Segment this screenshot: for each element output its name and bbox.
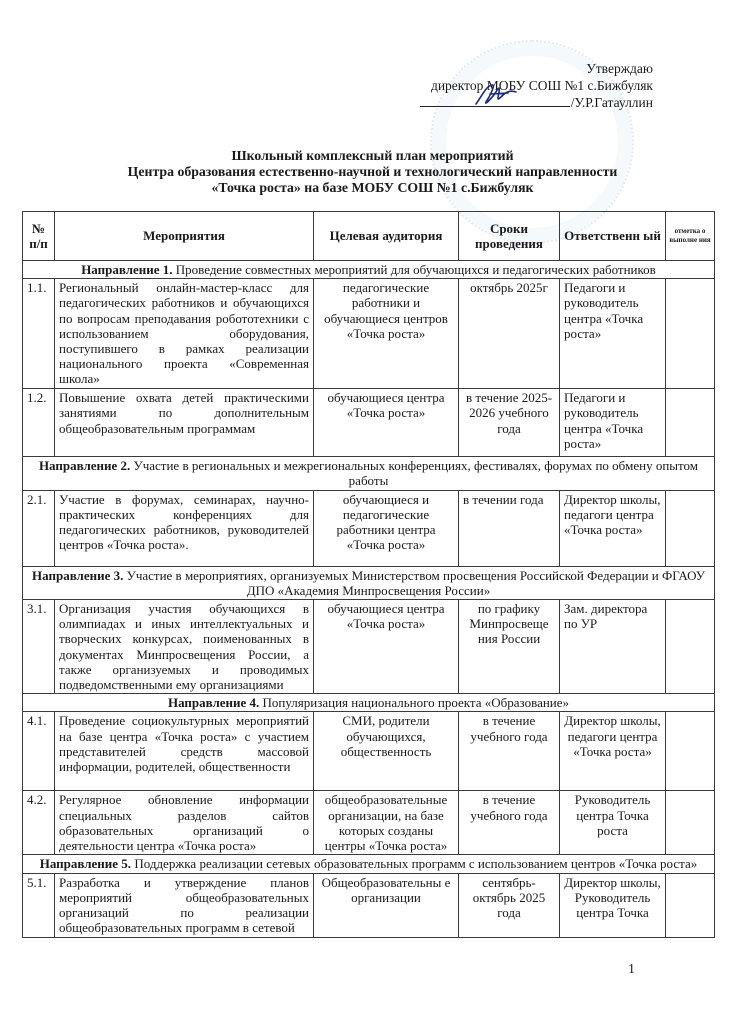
row-audience: педагогические работники и обучающиеся центров «Точка роста»: [314, 279, 459, 389]
approval-heading: Утверждаю: [586, 61, 653, 76]
direction-row: [23, 855, 715, 873]
row-dates: по графику Минпросвеще ния России: [459, 600, 560, 694]
approval-signature-line: [420, 94, 653, 111]
direction-text: Участие в мероприятиях, организуемых Министерством просвещения Российской Федерации и ФГАОУ ДПО «Академия Минпросвещения России»: [123, 567, 705, 598]
row-dates: в течение 2025-2026 учебного года: [459, 389, 560, 457]
table-row: [23, 712, 715, 791]
direction-text: Проведение совместных мероприятий для обучающихся и педагогических работников: [172, 262, 656, 277]
row-dates: сентябрь-октябрь 2025 года: [459, 873, 560, 937]
row-activity: Повышение охвата детей практическими занятиями по дополнительным общеобразовательным программам: [55, 389, 314, 457]
header-completion-mark: отметка о выполне ния: [666, 212, 715, 261]
header-activity: Мероприятия: [55, 212, 314, 261]
table-row: [23, 600, 715, 694]
table-row: [23, 490, 715, 566]
header-num: № п/п: [23, 212, 55, 261]
row-mark: [666, 873, 715, 937]
row-responsible: Педагоги и руководитель центра «Точка роста»: [560, 279, 666, 389]
direction-label: Направление 1.: [81, 262, 173, 277]
row-activity: Участие в форумах, семинарах, научно-практических конференциях для педагогических работников, руководителей центров «Точка роста».: [55, 490, 314, 566]
row-audience: СМИ, родители обучающихся, общественность: [314, 712, 459, 791]
row-activity: Проведение социокультурных мероприятий на базе центра «Точка роста» с участием представителей средств массовой информации, родителей, общественности: [55, 712, 314, 791]
events-plan-table: [22, 211, 715, 938]
approval-position: директор МОБУ СОШ №1 с.Бижбуляк: [430, 78, 653, 93]
table-header-row: [23, 212, 715, 261]
row-dates: в течении года: [459, 490, 560, 566]
row-audience: Общеобразовательны е организации: [314, 873, 459, 937]
row-dates: в течение учебного года: [459, 712, 560, 791]
row-dates: октябрь 2025г: [459, 279, 560, 389]
title-line-3: «Точка роста» на базе МОБУ СОШ №1 с.Бижбуляк: [211, 180, 534, 195]
row-responsible: Зам. директора по УР: [560, 600, 666, 694]
table-row: [23, 389, 715, 457]
header-dates: Сроки проведения: [459, 212, 560, 261]
direction-row: [23, 566, 715, 599]
direction-row: [23, 457, 715, 490]
row-mark: [666, 712, 715, 791]
title-line-2: Центра образования естественно-научной и технологический направленности: [127, 164, 618, 179]
approver-name: /У.Р.Гатауллин: [570, 95, 653, 110]
row-mark: [666, 389, 715, 457]
row-activity: Регулярное обновление информации специальных разделов сайтов образовательных организаций о деятельности центра «Точка роста»: [55, 791, 314, 855]
row-num: 2.1.: [23, 490, 55, 566]
row-activity: Региональный онлайн-мастер-класс для педагогических работников и обучающихся по вопросам преподавания робототехники с использованием оборудования, поступившего в рамках реализации национального проекта «Современная школа»: [55, 279, 314, 389]
direction-label: Направление 5.: [39, 856, 132, 872]
signature-underline: [420, 94, 570, 107]
row-mark: [666, 791, 715, 855]
row-num: 1.2.: [23, 389, 55, 457]
approval-block: [420, 60, 653, 111]
table-row: [23, 873, 715, 937]
direction-label: Направление 4.: [167, 695, 260, 711]
row-responsible: Директор школы, педагоги центра «Точка роста»: [560, 712, 666, 791]
row-responsible: Директор школы, Руководитель центра Точка: [560, 873, 666, 937]
direction-label: Направление 2.: [38, 458, 131, 474]
row-responsible: Педагоги и руководитель центра «Точка роста»: [560, 389, 666, 457]
row-responsible: Директор школы, педагоги центра «Точка роста»: [560, 490, 666, 566]
row-num: 1.1.: [23, 279, 55, 389]
row-activity: Организация участия обучающихся в олимпиадах и иных интеллектуальных и творческих конкурсах, поименованных в документах Минпросвещения России, а также организуемых и проводимых подведомственными ему организациями: [55, 600, 314, 694]
row-mark: [666, 490, 715, 566]
row-audience: общеобразовательные организации, на базе которых созданы центры «Точка роста»: [314, 791, 459, 855]
table-row: [23, 279, 715, 389]
direction-text: Участие в региональных и межрегиональных конференциях, фестивалях, форумах по обмену опытом работы: [130, 458, 699, 489]
table-row: [23, 791, 715, 855]
row-mark: [666, 279, 715, 389]
signature-icon: [472, 82, 518, 108]
direction-row: [23, 261, 715, 279]
row-num: 4.1.: [23, 712, 55, 791]
row-num: 3.1.: [23, 600, 55, 694]
document-title: [0, 148, 745, 196]
row-audience: обучающиеся и педагогические работники центра «Точка роста»: [314, 490, 459, 566]
direction-label: Направление 3.: [32, 567, 124, 583]
row-num: 5.1.: [23, 873, 55, 937]
direction-text: Популяризация национального проекта «Образование»: [259, 695, 570, 711]
page-number: 1: [628, 962, 635, 977]
direction-row: [23, 694, 715, 712]
title-line-1: Школьный комплексный план мероприятий: [231, 148, 514, 163]
row-audience: обучающиеся центра «Точка роста»: [314, 389, 459, 457]
row-num: 4.2.: [23, 791, 55, 855]
row-dates: в течение учебного года: [459, 791, 560, 855]
row-mark: [666, 600, 715, 694]
row-responsible: Руководитель центра Точка роста: [560, 791, 666, 855]
header-responsible: Ответственн ый: [560, 212, 666, 261]
header-audience: Целевая аудитория: [314, 212, 459, 261]
row-activity: Разработка и утверждение планов мероприятий общеобразовательных организаций по реализации общеобразовательных программ в сетевой: [55, 873, 314, 937]
direction-text: Поддержка реализации сетевых образовательных программ с использованием центров «Точка роста»: [131, 856, 698, 872]
row-audience: обучающиеся центра «Точка роста»: [314, 600, 459, 694]
